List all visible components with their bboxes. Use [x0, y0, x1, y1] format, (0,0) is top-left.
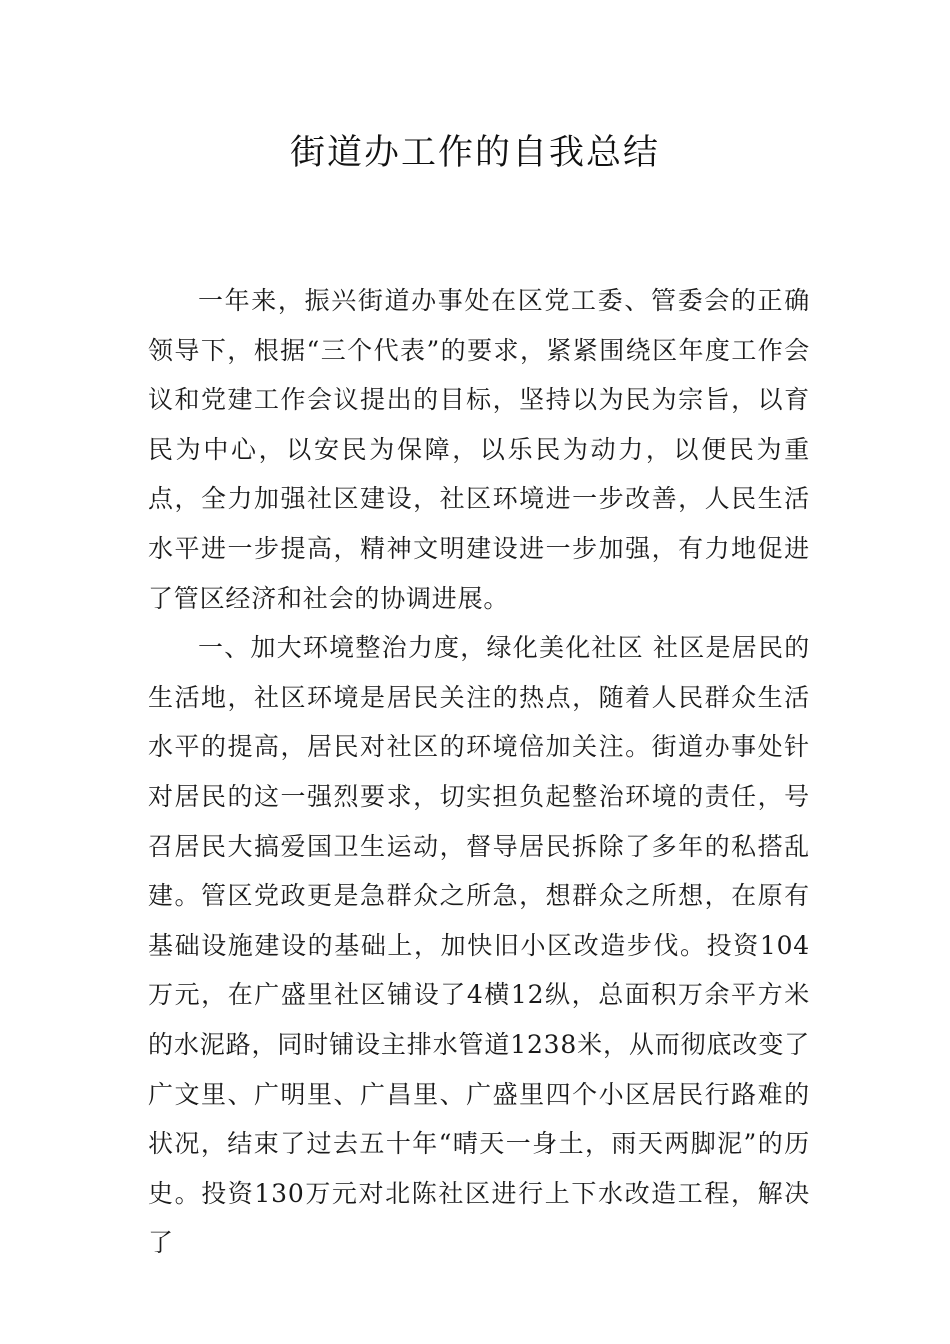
paragraph-intro: 一年来，振兴街道办事处在区党工委、管委会的正确领导下，根据“三个代表”的要求，紧紧围绕区年度工作会议和党建工作会议提出的目标，坚持以为民为宗旨，以育民为中心，以安民为保障，以乐民为动力，以便民为重点，全力加强社区建设，社区环境进一步改善，人民生活水平进一步提高，精神文明建设进一步加强，有力地促进了管区经济和社会的协调进展。 [148, 286, 810, 613]
document-title: 街道办工作的自我总结 [289, 133, 660, 173]
document-body [148, 276, 810, 1268]
paragraph-section-one: 一、加大环境整治力度，绿化美化社区 社区是居民的生活地，社区环境是居民关注的热点，随着人民群众生活水平的提高，居民对社区的环境倍加关注。街道办事处针对居民的这一强烈要求，切实担负起整治环境的责任，号召居民大搞爱国卫生运动，督导居民拆除了多年的私搭乱建。管区党政更是急群众之所急，想群众之所想，在原有基础设施建设的基础上，加快旧小区改造步伐。投资104万元，在广盛里社区铺设了4横12纵，总面积万余平方米的水泥路，同时铺设主排水管道1238米，从而彻底改变了广文里、广明里、广昌里、广盛里四个小区居民行路难的状况，结束了过去五十年“晴天一身土，雨天两脚泥”的历史。投资130万元对北陈社区进行上下水改造工程，解决了 [148, 633, 810, 1258]
